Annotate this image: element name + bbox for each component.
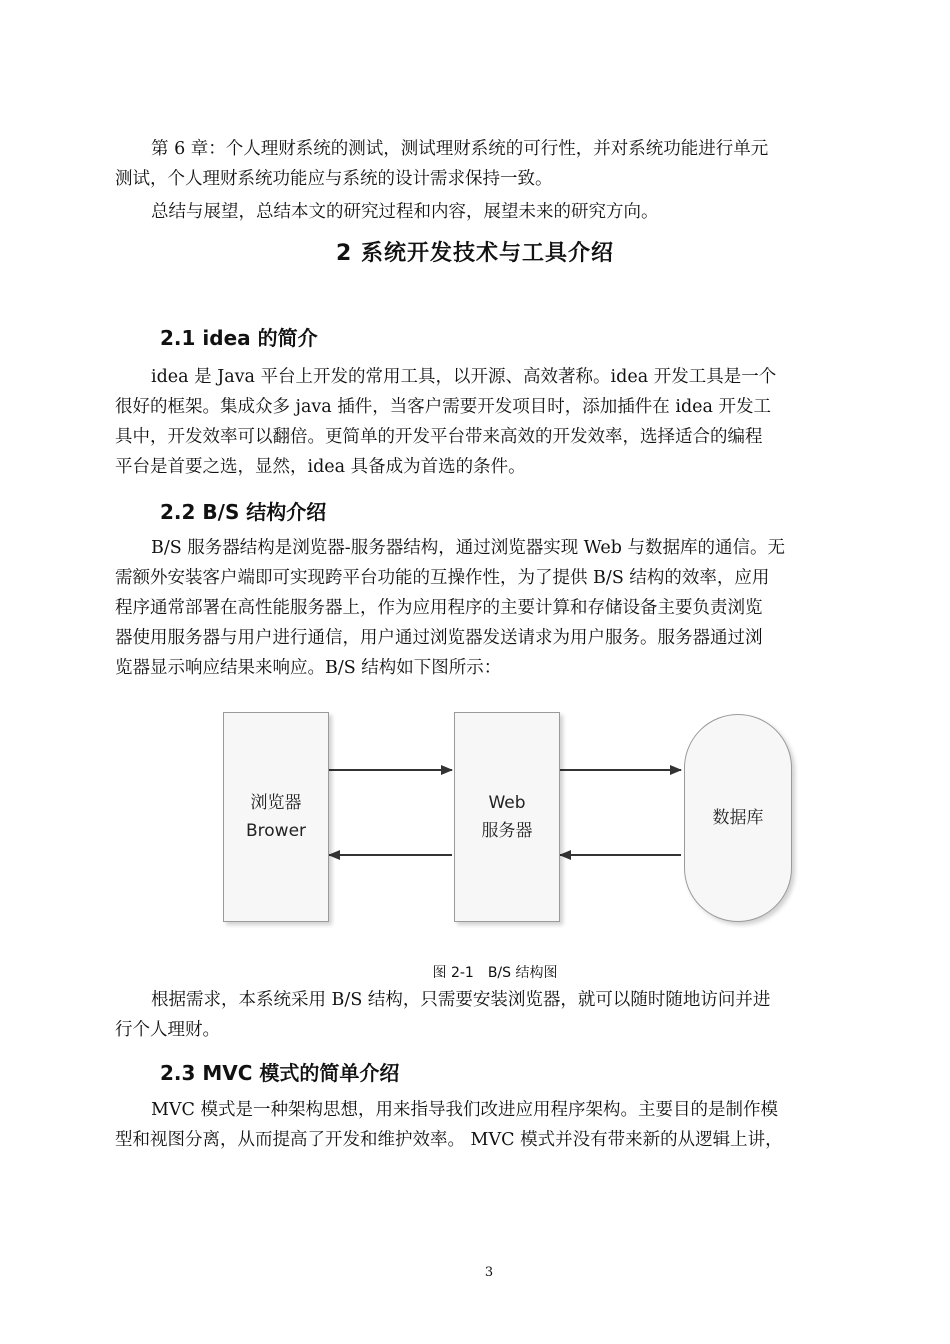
section-heading-2-1: 2.1 idea 的简介 bbox=[160, 326, 318, 350]
database-box bbox=[684, 714, 792, 922]
text-line: B/S 服务器结构是浏览器-服务器结构，通过浏览器实现 Web 与数据库的通信。无 bbox=[151, 538, 785, 558]
bs-structure-diagram bbox=[215, 706, 805, 928]
text-line: 平台是首要之选，显然，idea 具备成为首选的条件。 bbox=[115, 457, 526, 477]
browser-box bbox=[223, 712, 329, 922]
paragraph-chapter6-summary bbox=[115, 134, 837, 194]
web-server-box bbox=[454, 712, 560, 922]
text-line: 很好的框架。集成众多 java 插件，当客户需要开发项目时，添加插件在 idea 开发工 bbox=[115, 397, 772, 417]
browser-label-cn: 浏览器 bbox=[250, 793, 302, 813]
section-heading-2-3: 2.3 MVC 模式的简单介绍 bbox=[160, 1061, 400, 1085]
text-line: 器使用服务器与用户进行通信，用户通过浏览器发送请求为用户服务。服务器通过浏 bbox=[115, 628, 763, 648]
database-label: 数据库 bbox=[712, 808, 764, 828]
page-number: 3 bbox=[484, 1265, 494, 1280]
text-line: 总结与展望，总结本文的研究过程和内容，展望未来的研究方向。 bbox=[151, 202, 659, 222]
text-line: 具中，开发效率可以翻倍。更简单的开发平台带来高效的开发效率，选择适合的编程 bbox=[115, 427, 763, 447]
paragraph-system-bs bbox=[115, 985, 837, 1045]
figure-caption: 图 2-1 B/S 结构图 bbox=[432, 965, 558, 981]
web-server-label-en: Web bbox=[488, 793, 526, 813]
text-line: 需额外安装客户端即可实现跨平台功能的互操作性，为了提供 B/S 结构的效率，应用 bbox=[115, 568, 770, 588]
text-line: MVC 模式是一种架构思想，用来指导我们改进应用程序架构。主要目的是制作模 bbox=[151, 1100, 779, 1120]
text-line: 程序通常部署在高性能服务器上，作为应用程序的主要计算和存储设备主要负责浏览 bbox=[115, 598, 763, 618]
paragraph-bs-intro bbox=[115, 533, 837, 683]
web-server-label-cn: 服务器 bbox=[481, 821, 533, 841]
text-line: 根据需求，本系统采用 B/S 结构，只需要安装浏览器，就可以随时随地访问并进 bbox=[151, 990, 771, 1010]
chapter-heading: 2 系统开发技术与工具介绍 bbox=[336, 241, 614, 266]
section-heading-2-2: 2.2 B/S 结构介绍 bbox=[160, 500, 327, 524]
paragraph-conclusion-summary bbox=[115, 197, 837, 227]
text-line: 测试，个人理财系统功能应与系统的设计需求保持一致。 bbox=[115, 169, 553, 189]
paragraph-mvc-intro bbox=[115, 1095, 837, 1155]
text-line: 第 6 章：个人理财系统的测试，测试理财系统的可行性，并对系统功能进行单元 bbox=[151, 139, 769, 159]
text-line: 览器显示响应结果来响应。B/S 结构如下图所示： bbox=[115, 658, 502, 678]
paragraph-idea-intro bbox=[115, 362, 837, 482]
text-line: idea 是 Java 平台上开发的常用工具，以开源、高效著称。idea 开发工具是一个 bbox=[151, 367, 777, 387]
text-line: 行个人理财。 bbox=[115, 1020, 220, 1040]
browser-label-en: Brower bbox=[245, 821, 307, 841]
text-line: 型和视图分离，从而提高了开发和维护效率。 MVC 模式并没有带来新的从逻辑上讲， bbox=[115, 1130, 783, 1150]
